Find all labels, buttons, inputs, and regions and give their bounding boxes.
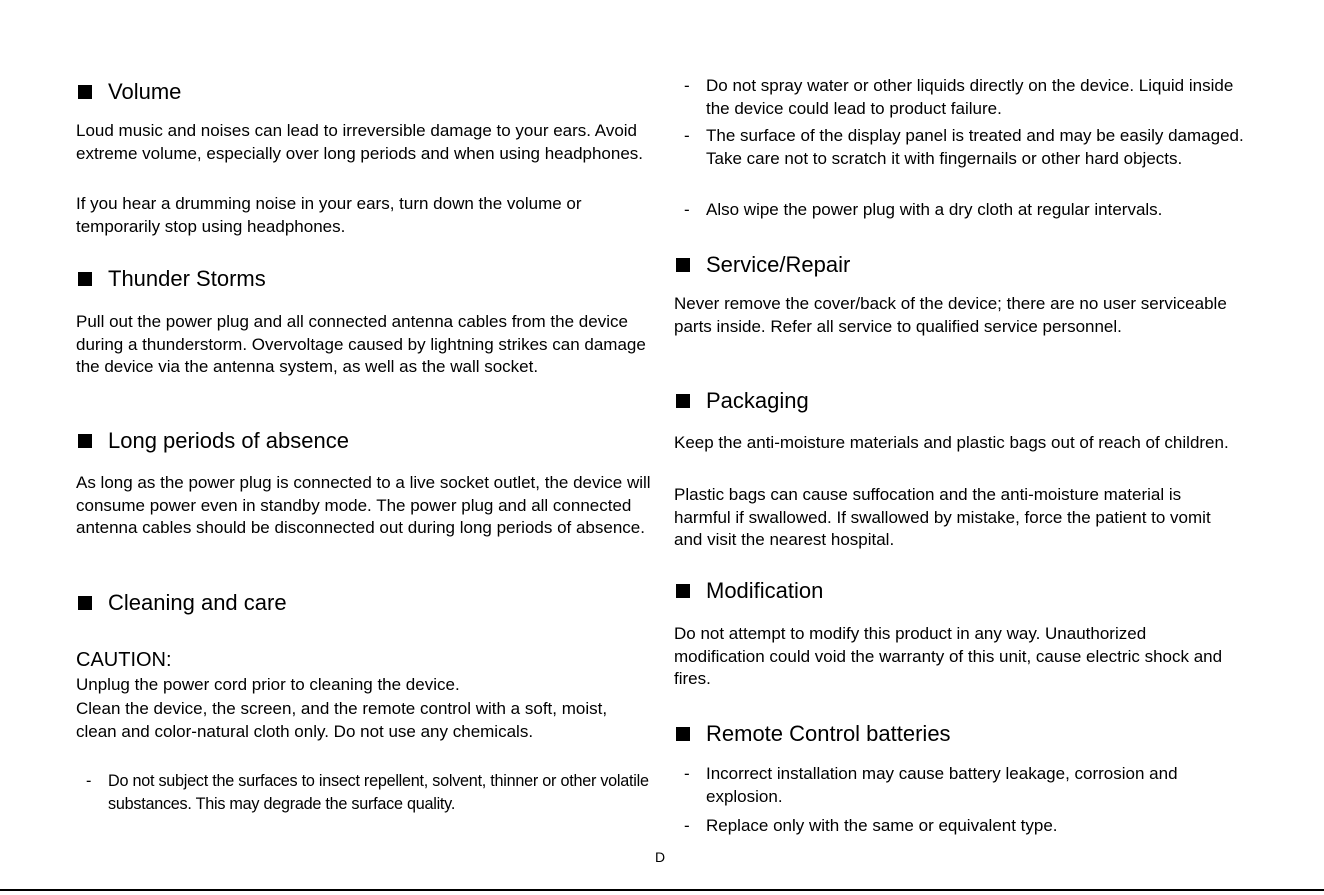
packaging-paragraph-1: Keep the anti-moisture materials and plastic bags out of reach of children. (674, 433, 1229, 452)
square-bullet-icon (676, 727, 690, 741)
section-heading-service-repair (674, 252, 850, 278)
heading-text: Service/Repair (706, 252, 851, 277)
square-bullet-icon (676, 394, 690, 408)
bullet-text: Incorrect installation may cause battery leakage, corrosion and explosion. (706, 764, 1178, 806)
dash-bullet-icon: - (684, 76, 690, 95)
page-bottom-rule (0, 889, 1324, 891)
cleaning-bullet-1 (86, 770, 656, 815)
caution-label: CAUTION: (76, 649, 172, 671)
modification-paragraph-1: Do not attempt to modify this product in any way. Unauthorized modification could void the warranty of this unit, cause electric shock and fires. (674, 624, 1223, 688)
heading-text: Cleaning and care (108, 590, 287, 615)
batteries-bullet-1 (684, 763, 1224, 808)
absence-paragraph-1: As long as the power plug is connected to a live socket outlet, the device will consume power even in standby mode. The power plug and all connected antenna cables should be disconnected out during long periods of absence. (76, 473, 651, 537)
packaging-paragraph-2: Plastic bags can cause suffocation and the anti-moisture material is harmful if swallowed. If swallowed by mistake, force the patient to vomit and visit the nearest hospital. (674, 485, 1211, 549)
bullet-text: Do not spray water or other liquids directly on the device. Liquid inside the device could lead to product failure. (706, 76, 1234, 118)
dash-bullet-icon: - (684, 126, 690, 145)
thunder-paragraph-1: Pull out the power plug and all connected antenna cables from the device during a thunderstorm. Overvoltage caused by lightning strikes can damage the device via the antenna system, as well as the wall socket. (76, 312, 646, 376)
heading-text: Modification (706, 578, 824, 603)
section-heading-packaging (674, 388, 809, 414)
volume-paragraph-1: Loud music and noises can lead to irreversible damage to your ears. Avoid extreme volume, especially over long periods and when using headphones. (76, 121, 644, 163)
bullet-text: The surface of the display panel is treated and may be easily damaged. Take care not to scratch it with fingernails or other hard objects. (706, 126, 1244, 168)
heading-text: Thunder Storms (108, 266, 266, 291)
bullet-text: Replace only with the same or equivalent type. (706, 816, 1058, 835)
section-heading-long-periods-of-absence (76, 428, 349, 454)
dash-bullet-icon: - (684, 764, 690, 783)
heading-text: Remote Control batteries (706, 721, 951, 746)
bullet-text: Also wipe the power plug with a dry cloth at regular intervals. (706, 200, 1163, 219)
section-heading-volume (76, 79, 181, 105)
square-bullet-icon (78, 434, 92, 448)
square-bullet-icon (676, 258, 690, 272)
section-heading-cleaning-and-care (76, 590, 287, 616)
cleaning-paragraph-2: Clean the device, the screen, and the remote control with a soft, moist, clean and color-natural cloth only. Do not use any chemicals. (76, 699, 608, 741)
square-bullet-icon (676, 584, 690, 598)
service-paragraph-1: Never remove the cover/back of the device; there are no user serviceable parts inside. Refer all service to qualified service personnel. (674, 294, 1227, 336)
batteries-bullet-2 (684, 815, 1224, 838)
care-bullet-1 (684, 75, 1254, 120)
page-label: D (655, 849, 666, 865)
care-bullet-3 (684, 199, 1259, 222)
volume-paragraph-2: If you hear a drumming noise in your ears, turn down the volume or temporarily stop using headphones. (76, 194, 582, 236)
section-heading-modification (674, 578, 823, 604)
care-bullet-2 (684, 125, 1254, 170)
heading-text: Packaging (706, 388, 809, 413)
cleaning-paragraph-1: Unplug the power cord prior to cleaning the device. (76, 675, 460, 694)
square-bullet-icon (78, 272, 92, 286)
bullet-text: Do not subject the surfaces to insect repellent, solvent, thinner or other volatile substances. This may degrade the surface quality. (108, 772, 649, 813)
dash-bullet-icon: - (684, 816, 690, 835)
square-bullet-icon (78, 596, 92, 610)
dash-bullet-icon: - (684, 200, 690, 219)
section-heading-remote-control-batteries (674, 721, 951, 747)
heading-text: Volume (108, 79, 182, 104)
square-bullet-icon (78, 85, 92, 99)
dash-bullet-icon: - (86, 772, 92, 790)
heading-text: Long periods of absence (108, 428, 349, 453)
section-heading-thunder-storms (76, 266, 266, 292)
